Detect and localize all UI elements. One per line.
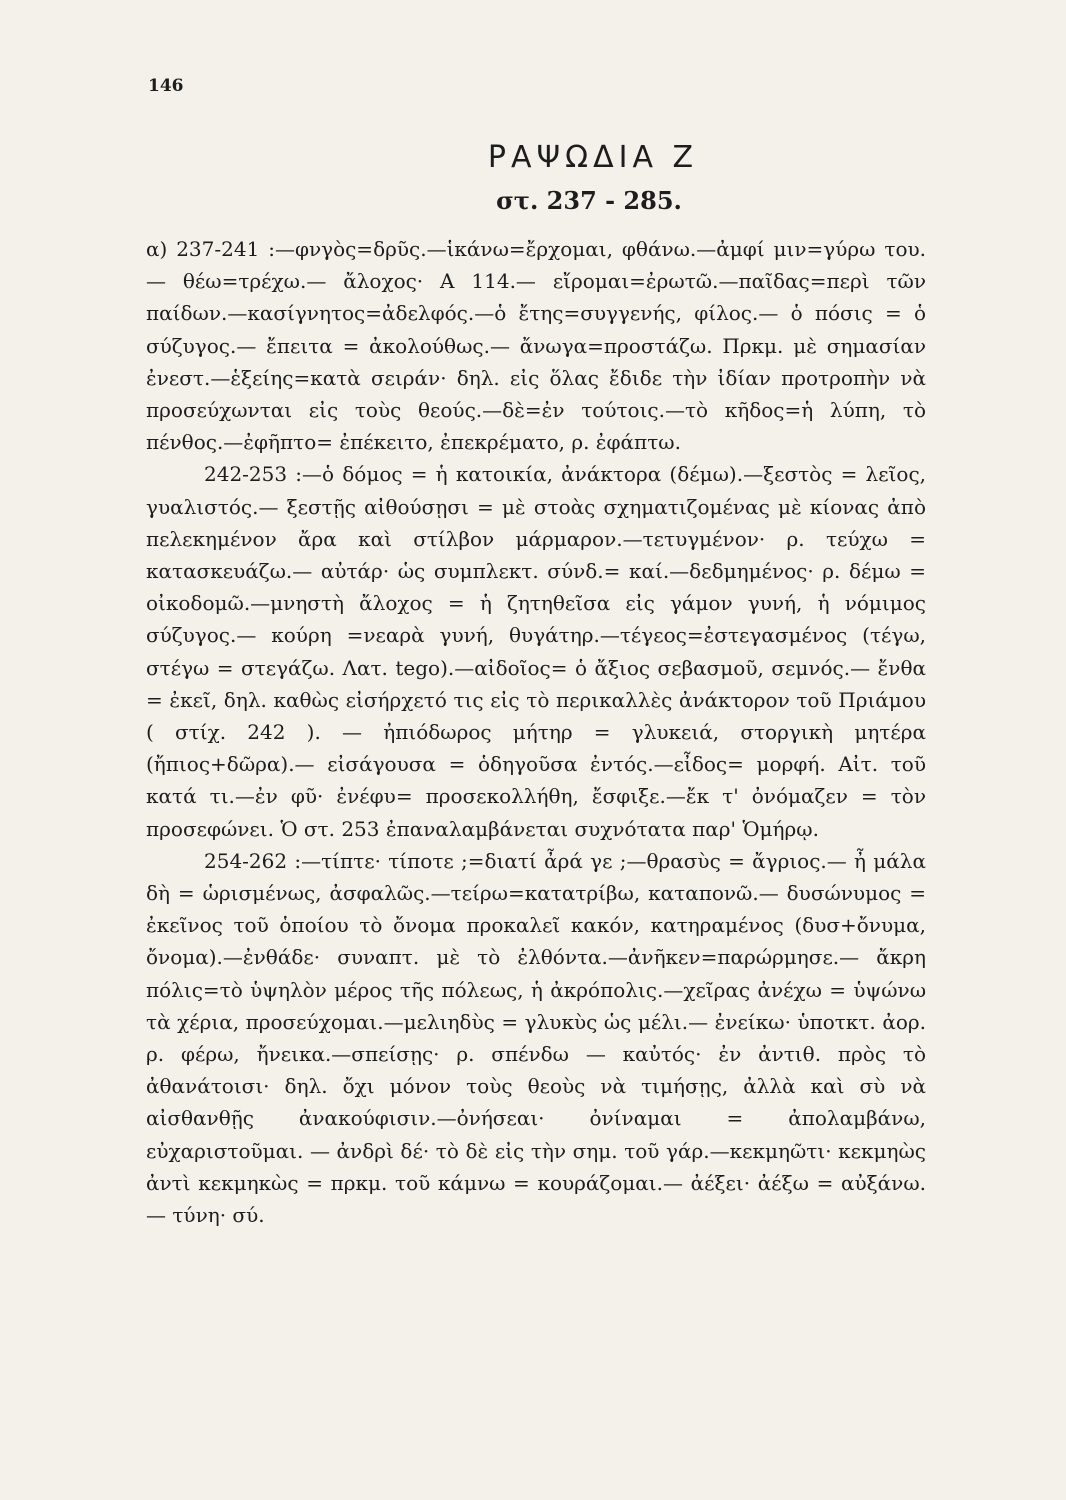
chapter-title: ΡΑΨΩΔΙΑ Ζ	[487, 140, 699, 175]
paragraph-237-241: α) 237-241 :—φνγὸς=δρῦς.—ἱκάνω=ἔρχομαι, φθάνω.—ἀμφί μιν=γύρω του.— θέω=τρέχω.— ἄλοχος· Α 114.— εἴρομαι=ἐρωτῶ.—παῖδας=περὶ τῶν παίδων.—κασίγνητος=ἀδελφός.—ὁ ἔτης=συγγενής, φίλος.— ὁ πόσις = ὁ σύζυγος.— ἔπειτα = ἀκολούθως.— ἄνωγα=προστάζω. Πρκμ. μὲ σημασίαν ἐνεστ.—ἑξείης=κατὰ σειράν· δηλ. εἰς ὅλας ἔδιδε τὴν ἰδίαν προτροπὴν νὰ προσεύχωνται εἰς τοὺς θεούς.—δὲ=ἐν τούτοις.—τὸ κῆδος=ἡ λύπη, τὸ πένθος.—ἐφῆπτο= ἐπέκειτο, ἐπεκρέματο, ρ. ἐφάπτω.	[146, 237, 926, 455]
paragraph-242-253: 242-253 :—ὁ δόμος = ἡ κατοικία, ἀνάκτορα (δέμω).—ξεστὸς = λεῖος, γυαλιστός.— ξεστῇς αἰθούσῃσι = μὲ στοὰς σχηματιζομένας μὲ κίονας ἀπὸ πελεκημένον ἄρα καὶ στίλβον μάρμαρον.—τετυγμένον· ρ. τεύχω = κατασκευάζω.— αὐτάρ· ὡς συμπλεκτ. σύνδ.= καί.—δεδμημένος· ρ. δέμω = οἰκοδομῶ.—μνηστὴ ἄλοχος = ἡ ζητηθεῖσα εἰς γάμον γυνή, ἡ νόμιμος σύζυγος.— κούρη =νεαρὰ γυνή, θυγάτηρ.—τέγεος=ἐστεγασμένος (τέγω, στέγω = στεγάζω. Λατ. tego).—αἰδοῖος= ὁ ἄξιος σεβασμοῦ, σεμνός.— ἔνθα = ἐκεῖ, δηλ. καθὼς εἰσήρχετό τις εἰς τὸ περικαλλὲς ἀνάκτορον τοῦ Πριάμου ( στίχ. 242 ). — ἠπιόδωρος μήτηρ = γλυκειά, στοργικὴ μητέρα (ἤπιος+δῶρα).— εἰσάγουσα = ὁδηγοῦσα ἐντός.—εἶδος= μορφή. Αἰτ. τοῦ κατά τι.—ἐν φῦ· ἐνέφυ= προσεκολλήθη, ἔσφιξε.—ἔκ τ' ὀνόμαζεν = τὸν προσεφώνει. Ὁ στ. 253 ἐπαναλαμβάνεται συχνότατα παρ' Ὁμήρῳ.	[146, 462, 926, 841]
commentary-body	[146, 233, 926, 1231]
page-number: 146	[148, 76, 184, 96]
verse-range: στ. 237 - 285.	[496, 186, 682, 215]
paragraph-254-262: 254-262 :—τίπτε· τίποτε ;=διατί ἆρά γε ;—θρασὺς = ἄγριος.— ἦ μάλα δὴ = ὡρισμένως, ἀσφαλῶς.—τείρω=κατατρίβω, καταπονῶ.— δυσώνυμος = ἐκεῖνος τοῦ ὁποίου τὸ ὄνομα προκαλεῖ κακόν, κατηραμένος (δυσ+ὄνυμα, ὄνομα).—ἐνθάδε· συναπτ. μὲ τὸ ἐλθόντα.—ἀνῆκεν=παρώρμησε.— ἄκρη πόλις=τὸ ὑψηλὸν μέρος τῆς πόλεως, ἡ ἀκρόπολις.—χεῖρας ἀνέχω = ὑψώνω τὰ χέρια, προσεύχομαι.—μελιηδὺς = γλυκὺς ὡς μέλι.— ἐνείκω· ὑποτκτ. ἀορ. ρ. φέρω, ἤνεικα.—σπείσῃς· ρ. σπένδω — καὐτός· ἐν ἀντιθ. πρὸς τὸ ἀθανάτοισι· δηλ. ὄχι μόνον τοὺς θεοὺς νὰ τιμήσῃς, ἀλλὰ καὶ σὺ νὰ αἰσθανθῇς ἀνακούφισιν.—ὀνήσεαι· ὀνίναμαι = ἀπολαμβάνω, εὐχαριστοῦμαι. — ἀνδρὶ δέ· τὸ δὲ εἰς τὴν σημ. τοῦ γάρ.—κεκμηῶτι· κεκμηὼς ἀντὶ κεκμηκὼς = πρκμ. τοῦ κάμνω = κουράζομαι.— ἀέξει· ἀέξω = αὐξάνω. — τύνη· σύ.	[146, 848, 926, 1228]
